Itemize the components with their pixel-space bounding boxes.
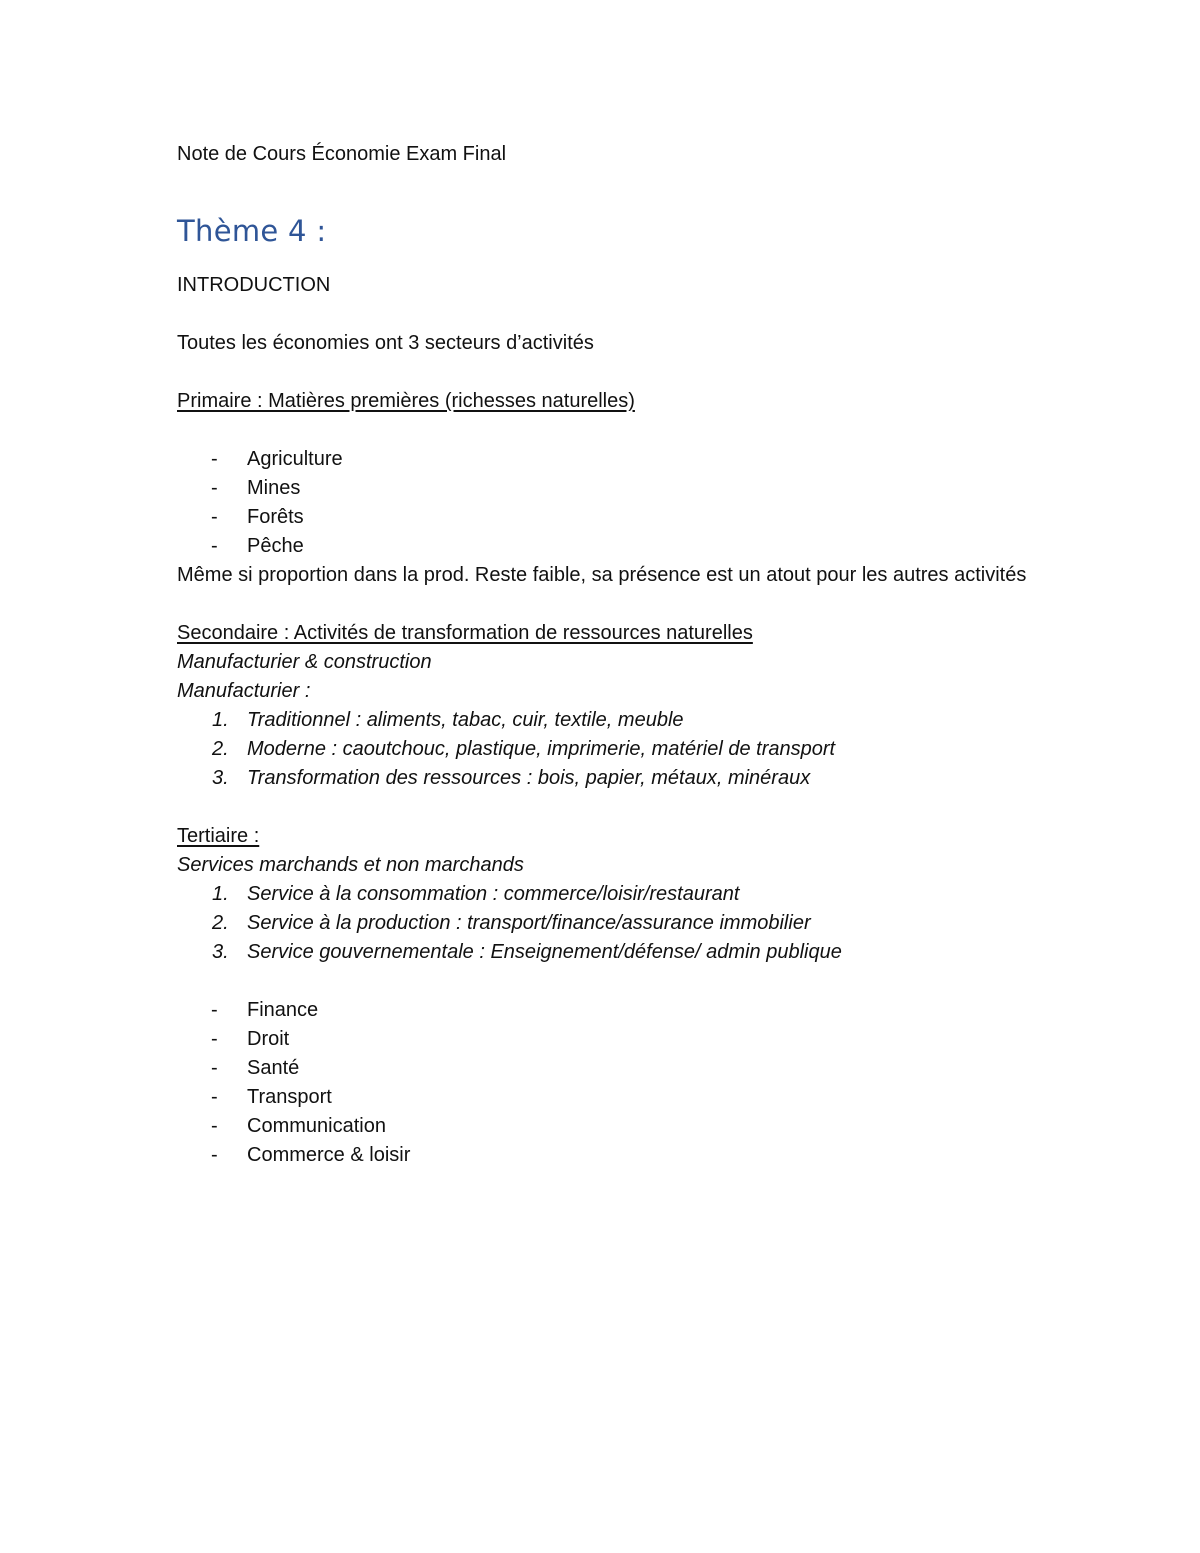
- list-item: [177, 909, 1057, 938]
- dash-marker: -: [211, 1115, 218, 1137]
- list-item-text: Service à la consommation : commerce/loisir/restaurant: [247, 883, 740, 905]
- list-item: [177, 532, 1057, 561]
- number-marker: 2.: [212, 738, 229, 760]
- document-body: [177, 140, 1057, 1170]
- list-item-text: Service à la production : transport/finance/assurance immobilier: [247, 912, 811, 934]
- list-item: [177, 1141, 1057, 1170]
- dash-marker: -: [211, 1086, 218, 1108]
- tertiaire-subtitle: Services marchands et non marchands: [177, 854, 524, 876]
- list-item: [177, 445, 1057, 474]
- list-item-text: Pêche: [247, 535, 304, 557]
- dash-marker: -: [211, 1144, 218, 1166]
- number-marker: 3.: [212, 767, 229, 789]
- dash-marker: -: [211, 1057, 218, 1079]
- list-item: [177, 1025, 1057, 1054]
- list-item: [177, 1054, 1057, 1083]
- primaire-heading: Primaire : Matières premières (richesses naturelles): [177, 390, 635, 412]
- list-item: [177, 1083, 1057, 1112]
- list-item: [177, 474, 1057, 503]
- dash-marker: -: [211, 1028, 218, 1050]
- secondaire-list: [177, 706, 1057, 793]
- document-title: Note de Cours Économie Exam Final: [177, 143, 507, 165]
- intro-text: Toutes les économies ont 3 secteurs d’activités: [177, 332, 594, 354]
- number-marker: 1.: [212, 883, 229, 905]
- secondaire-subtitle: Manufacturier & construction: [177, 651, 432, 673]
- list-item: [177, 938, 1057, 967]
- introduction-heading: INTRODUCTION: [177, 274, 331, 296]
- list-item-text: Communication: [247, 1115, 386, 1137]
- tertiaire-list: [177, 996, 1057, 1170]
- secondaire-heading: Secondaire : Activités de transformation de ressources naturelles: [177, 622, 753, 644]
- list-item-text: Finance: [247, 999, 319, 1021]
- list-item-text: Commerce & loisir: [247, 1144, 411, 1166]
- dash-marker: -: [211, 448, 218, 470]
- list-item-text: Agriculture: [247, 448, 343, 470]
- dash-marker: -: [211, 999, 218, 1021]
- dash-marker: -: [211, 535, 218, 557]
- list-item: [177, 996, 1057, 1025]
- list-item-text: Droit: [247, 1028, 290, 1050]
- tertiaire-services-list: [177, 880, 1057, 967]
- list-item: [177, 1112, 1057, 1141]
- list-item-text: Forêts: [247, 506, 304, 528]
- list-item-text: Transformation des ressources : bois, papier, métaux, minéraux: [247, 767, 811, 789]
- list-item: [177, 503, 1057, 532]
- primaire-list: [177, 445, 1057, 561]
- dash-marker: -: [211, 477, 218, 499]
- theme-heading: Thème 4 :: [177, 214, 327, 248]
- list-item: [177, 735, 1057, 764]
- list-item-text: Traditionnel : aliments, tabac, cuir, textile, meuble: [247, 709, 684, 731]
- number-marker: 1.: [212, 709, 229, 731]
- primaire-note: Même si proportion dans la prod. Reste faible, sa présence est un atout pour les autres activités: [177, 564, 1027, 586]
- list-item-text: Transport: [247, 1086, 332, 1108]
- tertiaire-heading: Tertiaire :: [177, 825, 260, 847]
- list-item: [177, 880, 1057, 909]
- number-marker: 3.: [212, 941, 229, 963]
- dash-marker: -: [211, 506, 218, 528]
- list-item: [177, 764, 1057, 793]
- list-item-text: Santé: [247, 1057, 300, 1079]
- list-item-text: Service gouvernementale : Enseignement/défense/ admin publique: [247, 941, 842, 963]
- list-item: [177, 706, 1057, 735]
- secondaire-sub-label: Manufacturier :: [177, 680, 311, 702]
- number-marker: 2.: [212, 912, 229, 934]
- list-item-text: Moderne : caoutchouc, plastique, imprimerie, matériel de transport: [247, 738, 836, 760]
- list-item-text: Mines: [247, 477, 301, 499]
